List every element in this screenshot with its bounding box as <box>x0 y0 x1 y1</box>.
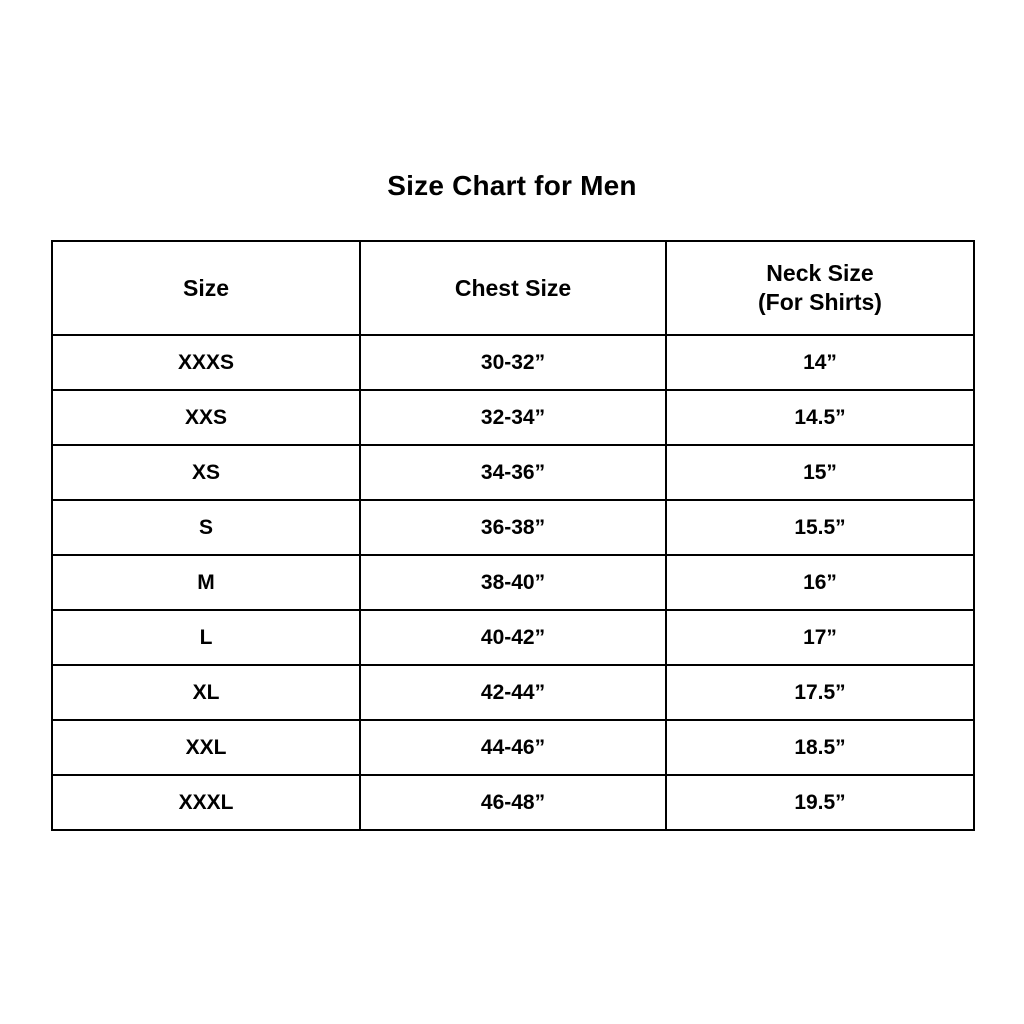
column-header-chest-size: Chest Size <box>360 241 666 335</box>
cell-neck: 17.5” <box>666 665 974 720</box>
column-header-neck-size <box>666 241 974 335</box>
table-row <box>52 335 974 390</box>
cell-chest: 42-44” <box>360 665 666 720</box>
table-row <box>52 555 974 610</box>
cell-size: XXXS <box>52 335 360 390</box>
cell-size: XS <box>52 445 360 500</box>
cell-chest: 30-32” <box>360 335 666 390</box>
cell-neck: 19.5” <box>666 775 974 830</box>
table-row <box>52 500 974 555</box>
cell-chest: 44-46” <box>360 720 666 775</box>
table-body <box>52 335 974 830</box>
cell-size: L <box>52 610 360 665</box>
cell-size: XL <box>52 665 360 720</box>
column-header-neck-size-label: Neck Size <box>766 260 874 286</box>
cell-chest: 34-36” <box>360 445 666 500</box>
cell-neck: 14” <box>666 335 974 390</box>
cell-size: M <box>52 555 360 610</box>
cell-chest: 36-38” <box>360 500 666 555</box>
table-row <box>52 390 974 445</box>
cell-neck: 15” <box>666 445 974 500</box>
cell-size: XXL <box>52 720 360 775</box>
table-row <box>52 720 974 775</box>
table-row <box>52 445 974 500</box>
table-header-row <box>52 241 974 335</box>
table-row <box>52 665 974 720</box>
cell-neck: 18.5” <box>666 720 974 775</box>
cell-size: XXS <box>52 390 360 445</box>
cell-neck: 17” <box>666 610 974 665</box>
table-row <box>52 775 974 830</box>
cell-size: S <box>52 500 360 555</box>
size-chart-table <box>51 240 975 831</box>
column-header-size: Size <box>52 241 360 335</box>
table-row <box>52 610 974 665</box>
column-header-neck-size-note: (For Shirts) <box>758 289 882 315</box>
cell-chest: 40-42” <box>360 610 666 665</box>
cell-neck: 16” <box>666 555 974 610</box>
cell-neck: 15.5” <box>666 500 974 555</box>
cell-size: XXXL <box>52 775 360 830</box>
table-header <box>52 241 974 335</box>
cell-chest: 38-40” <box>360 555 666 610</box>
cell-chest: 32-34” <box>360 390 666 445</box>
cell-neck: 14.5” <box>666 390 974 445</box>
page-title: Size Chart for Men <box>387 170 637 201</box>
cell-chest: 46-48” <box>360 775 666 830</box>
